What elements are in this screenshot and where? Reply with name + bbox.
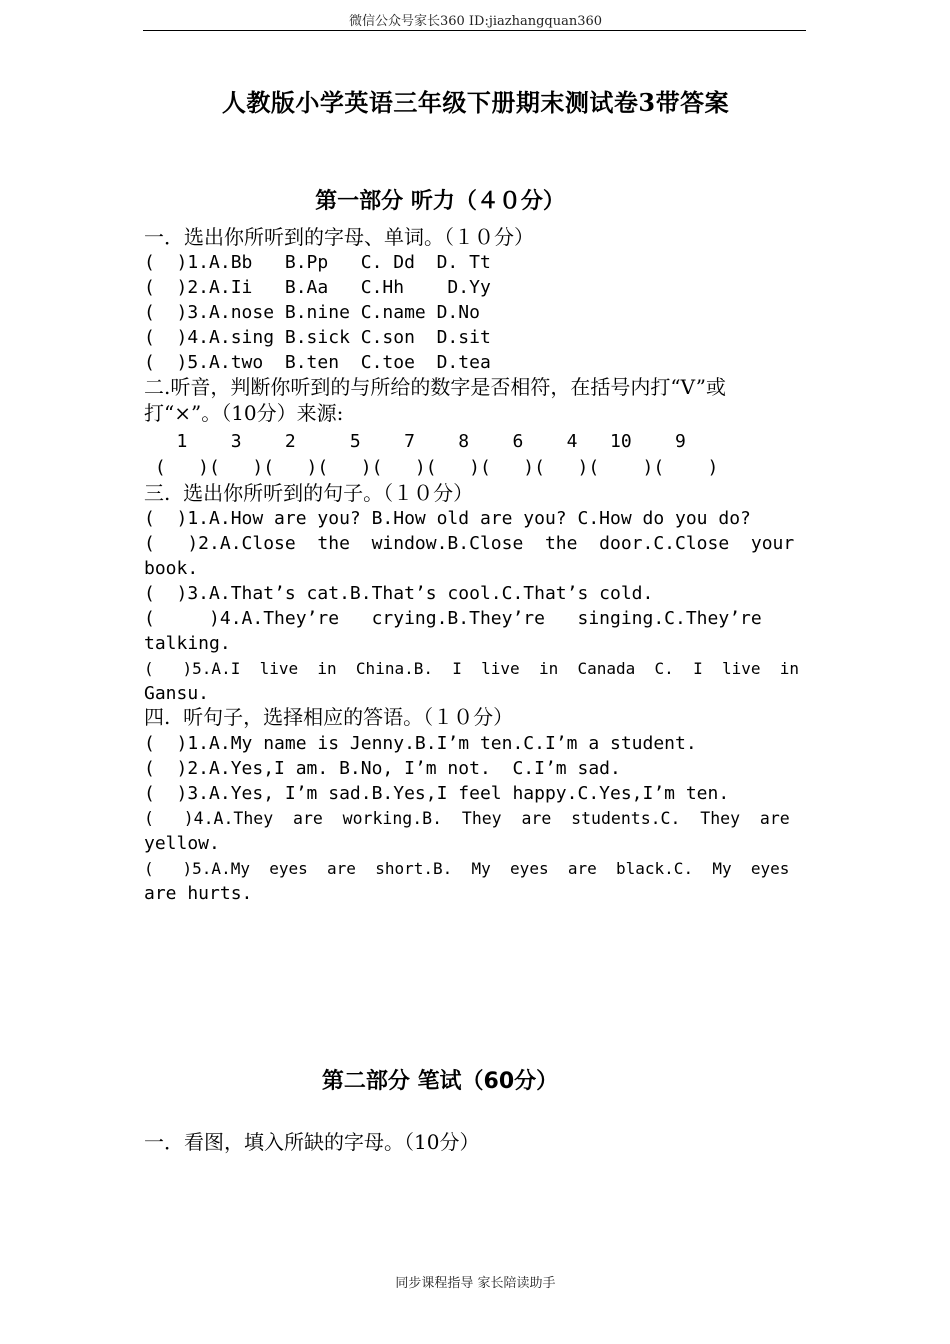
question-line: ( )2.A.Yes,I am. B.No, I’m not. C.I’m sad. (144, 758, 621, 779)
section-heading: 三. 选出你所听到的句子。（１０分） (144, 481, 474, 505)
question-line: ( )5.A.two B.ten C.toe D.tea (144, 352, 491, 373)
section-heading: 二.听音，判断你听到的与所给的数字是否相符，在括号内打“V”或 (144, 375, 726, 399)
question-line-cont: are hurts. (144, 883, 253, 904)
question-line: ( )2.A.Ii B.Aa C.Hh D.Yy (144, 277, 491, 298)
section-heading-cont: 打“×”。（10分）来源: (144, 401, 344, 425)
question-line: ( )1.A.Bb B.Pp C. Dd D. Tt (144, 252, 491, 273)
section-heading: 一．选出你所听到的字母、单词。（１０分） (144, 225, 534, 249)
question-line-cont: talking. (144, 633, 231, 654)
question-line: ( )4.A.They are working.B. They are students.C. They are (144, 809, 790, 828)
part2-heading: 第二部分 笔试（60分） (321, 1069, 559, 1094)
question-line: ( )1.A.How are you? B.How old are you? C.How do you do? (144, 508, 751, 529)
question-line-cont: yellow. (144, 833, 220, 854)
number-row: 1 3 2 5 7 8 6 4 10 9 (144, 431, 686, 452)
section-heading: 四. 听句子，选择相应的答语。（１０分） (144, 705, 514, 729)
answer-brackets-row: ( )( )( )( )( )( )( )( )( )( ) (144, 457, 719, 478)
question-line: ( )4.A.They’re crying.B.They’re singing.C.They’re (144, 608, 762, 629)
question-line: ( )4.A.sing B.sick C.son D.sit (144, 327, 491, 348)
question-line-cont: book. (144, 558, 199, 579)
question-line: ( )1.A.My name is Jenny.B.I’m ten.C.I’m a student. (144, 733, 697, 754)
header-rule (143, 30, 806, 31)
part2-section1-heading: 一．看图，填入所缺的字母。（10分） (144, 1130, 480, 1154)
question-line: ( )5.A.My eyes are short.B. My eyes are black.C. My eyes (144, 859, 790, 878)
question-line: ( )3.A.That’s cat.B.That’s cool.C.That’s cold. (144, 583, 654, 604)
page-footer: 同步课程指导 家长陪读助手 (395, 1276, 556, 1291)
question-line: ( )2.A.Close the window.B.Close the door.C.Close your (144, 533, 795, 554)
question-line: ( )3.A.nose B.nine C.name D.No (144, 302, 480, 323)
question-line: ( )3.A.Yes, I’m sad.B.Yes,I feel happy.C.Yes,I’m ten. (144, 783, 730, 804)
document-title: 人教版小学英语三年级下册期末测试卷3带答案 (221, 88, 730, 117)
part1-heading: 第一部分 听力（４０分） (315, 189, 565, 214)
question-line-cont: Gansu. (144, 683, 210, 704)
page-header: 微信公众号家长360 ID:jiazhangquan360 (348, 14, 603, 29)
question-line: ( )5.A.I live in China.B. I live in Canada C. I live in (144, 659, 800, 678)
